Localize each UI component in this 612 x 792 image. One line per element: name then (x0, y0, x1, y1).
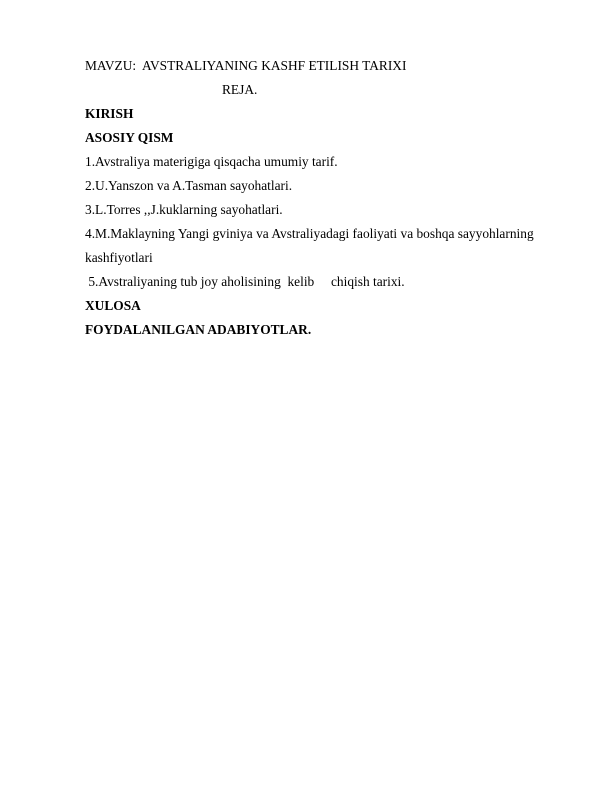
references-heading: FOYDALANILGAN ADABIYOTLAR. (85, 322, 312, 337)
intro-heading: KIRISH (85, 106, 134, 121)
document-title: MAVZU: AVSTRALIYANING KASHF ETILISH TARIXI (85, 58, 407, 73)
plan-item-2: 2.U.Yanszon va A.Tasman sayohatlari. (85, 178, 293, 193)
plan-item-3: 3.L.Torres ,,J.kuklarning sayohatlari. (85, 202, 283, 217)
plan-item-4: 4.M.Maklayning Yangi gviniya va Avstraliyadagi faoliyati va boshqa sayyohlarning (85, 226, 534, 241)
main-part-heading: ASOSIY QISM (85, 130, 174, 145)
plan-item-5: 5.Avstraliyaning tub joy aholisining kelib chiqish tarixi. (85, 274, 405, 289)
plan-item-1: 1.Avstraliya materigiga qisqacha umumiy tarif. (85, 154, 338, 169)
conclusion-heading: XULOSA (85, 298, 141, 313)
plan-item-4-continuation: kashfiyotlari (85, 250, 153, 265)
plan-heading: REJA. (222, 82, 258, 97)
